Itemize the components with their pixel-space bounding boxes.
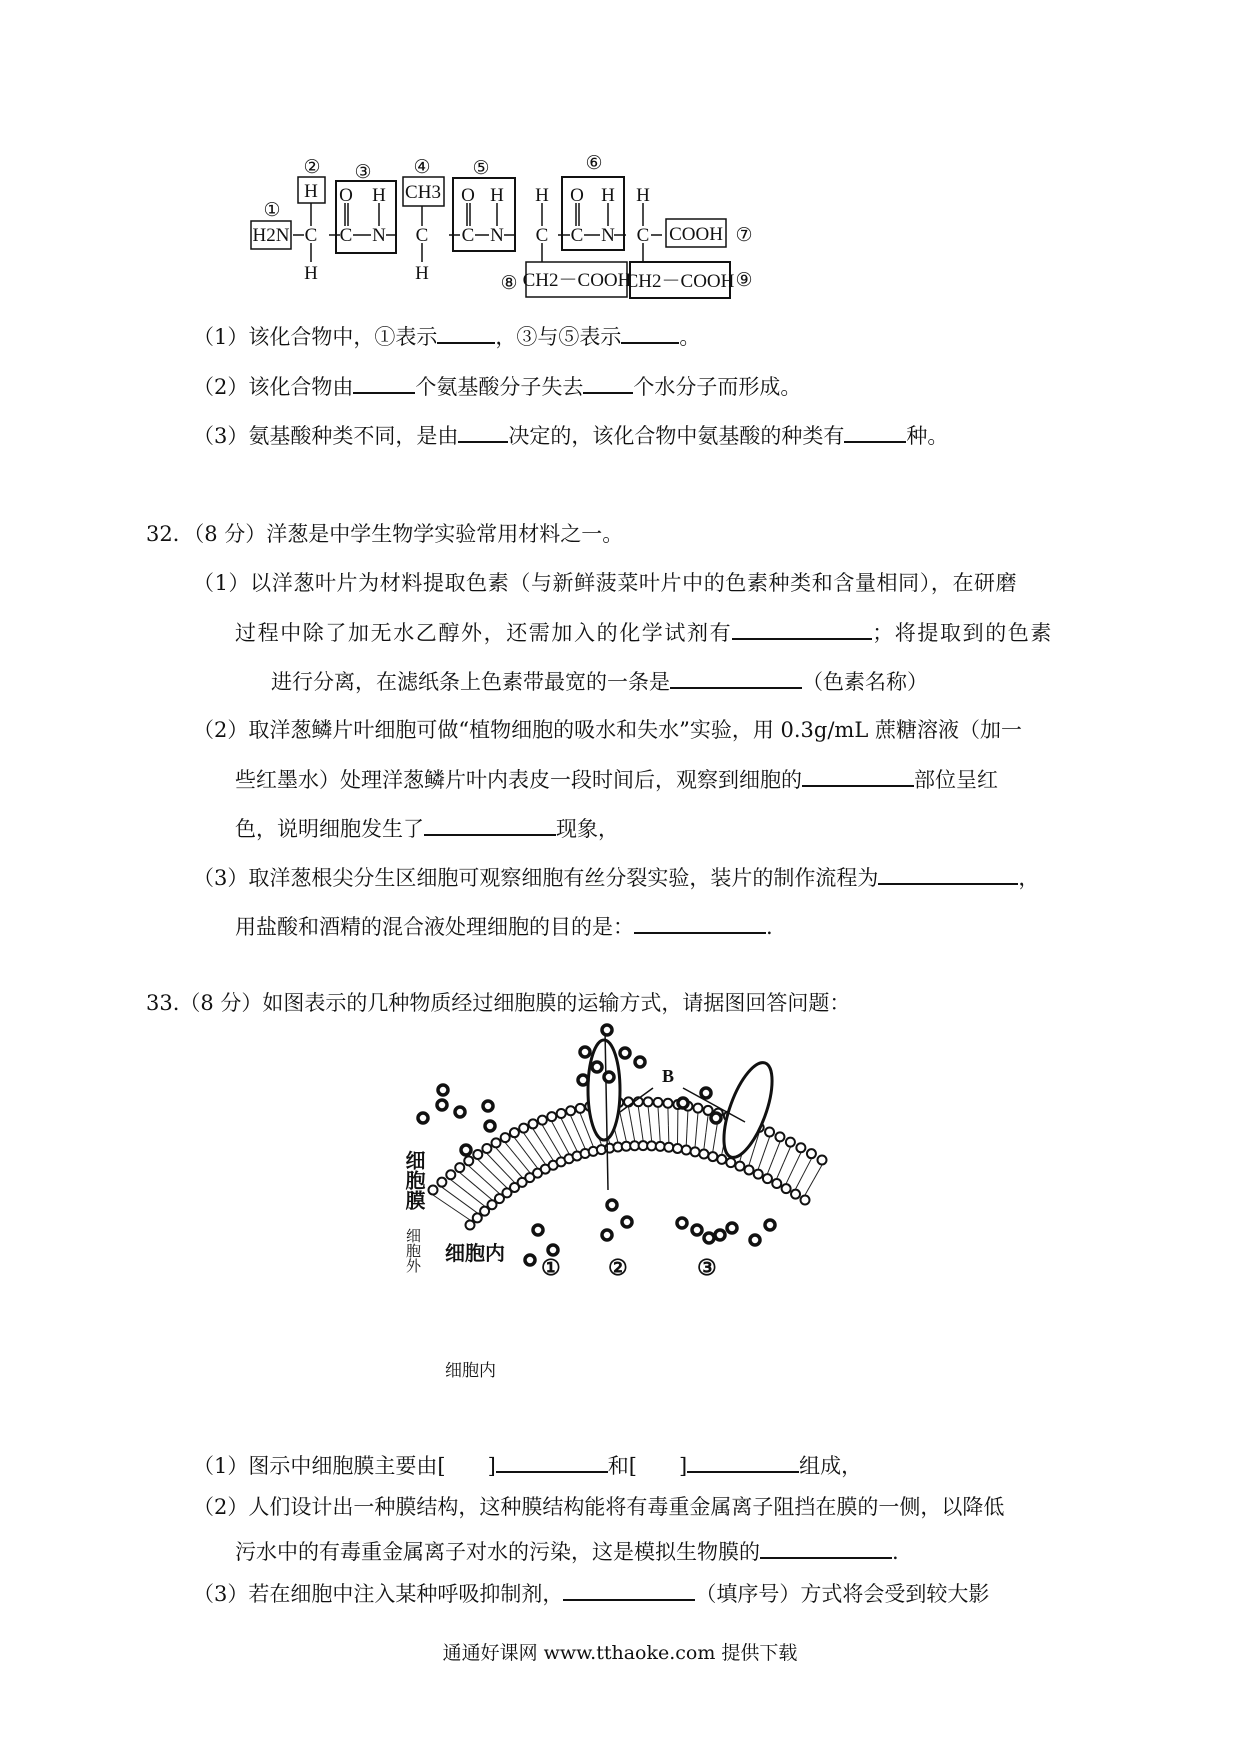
molecule-dot [455,1107,465,1117]
atom-o: O [461,185,475,206]
atom-c: C [304,225,318,246]
phospholipid-head [699,1150,708,1159]
phospholipid-head [656,1142,665,1151]
text: 。 [679,325,701,349]
text: （色素名称） [802,670,928,694]
text: 色，说明细胞发生了 [235,817,424,841]
label-outside: 细胞外 [404,1228,420,1273]
text: 组成， [799,1454,863,1478]
phospholipid-head [446,1170,455,1179]
lipid-tail [638,1107,640,1124]
phospholipid-head [754,1170,763,1179]
label-7: ⑦ [735,225,753,246]
lipid-tail [695,1130,696,1147]
phospholipid-head [796,1143,805,1152]
phospholipid-head [682,1145,691,1154]
answer-blank[interactable] [563,1579,695,1601]
lipid-tail [552,1122,561,1138]
cell-membrane-figure [0,1010,1240,1310]
molecule-dot [580,1047,590,1057]
phospholipid-head [566,1106,575,1115]
phospholipid-head [693,1104,702,1113]
answer-blank[interactable] [732,618,872,640]
label-8: ⑧ [500,273,518,294]
phospholipid-head [772,1179,781,1188]
text: 些红墨水）处理洋葱鳞片叶内表皮一段时间后，观察到细胞的 [235,768,802,792]
molecule-dot [602,1025,612,1035]
phospholipid-head [492,1138,501,1147]
lipid-tail [794,1153,801,1168]
lipid-tail [758,1153,764,1169]
molecule-dot [678,1098,688,1108]
phospholipid-head [801,1196,810,1205]
atom-h: H [304,181,318,202]
phospholipid-head [501,1133,510,1142]
atom-h: H [601,185,615,206]
lipid-tail [484,1180,499,1194]
molecule-dot [604,1072,614,1082]
molecule-dot [602,1230,612,1240]
phospholipid-head [473,1150,482,1159]
molecule-dot [592,1062,602,1072]
q31-part3 [193,421,948,450]
lipid-tail [505,1143,517,1158]
lipid-tail [460,1200,478,1213]
phospholipid-head [576,1104,585,1113]
lipid-tail [492,1174,507,1188]
lipid-tail [697,1113,698,1130]
answer-blank[interactable] [760,1537,892,1559]
lipid-tail [468,1193,485,1206]
answer-blank[interactable] [424,814,556,836]
atom-c: C [461,225,475,246]
molecule-dot [485,1121,495,1131]
lipid-tail [478,1160,493,1174]
lipid-tail [518,1158,530,1173]
label-6: ⑥ [585,153,603,174]
lipid-tail [542,1125,551,1141]
text: ；将提取到的色素 [872,621,1054,645]
text: ， [1018,866,1040,890]
phospholipid-head [673,1144,682,1153]
text: （1）图示中细胞膜主要由[ [193,1454,446,1478]
text: （3）取洋葱根尖分生区细胞可观察细胞有丝分裂实验，装片的制作流程为 [193,866,879,890]
atom-h: H [490,185,504,206]
lipid-tail [476,1186,492,1200]
lipid-tail [650,1124,652,1141]
answer-blank[interactable] [844,421,906,443]
phospholipid-head [691,1147,700,1156]
q32-p2-line2 [235,765,998,794]
phospholipid-head [437,1178,446,1187]
atom-h2n: H2N [252,225,290,246]
lipid-tail [796,1174,804,1189]
phospholipid-head [765,1128,774,1137]
phospholipid-head [644,1097,653,1106]
phospholipid-head [528,1119,537,1128]
lipid-tail [687,1111,688,1128]
q33-part3 [193,1579,989,1608]
atom-n: N [601,225,615,246]
q33-part1 [193,1451,862,1480]
text: ，③与⑤表示 [495,325,622,349]
molecule-dot [711,1113,721,1123]
lipid-tail [552,1141,561,1157]
atom-c: C [339,225,353,246]
text: （1）该化合物中，①表示 [193,325,438,349]
lipid-tail [460,1173,476,1187]
atom-c: C [415,225,429,246]
lipid-tail [658,1107,659,1124]
phospholipid-head [745,1165,754,1174]
text: ] [487,1454,496,1478]
lipid-tail [623,1124,627,1141]
molecule-dot [525,1255,535,1265]
text: （填序号）方式将会受到较大影 [695,1582,990,1606]
molecule-dot [677,1218,687,1228]
label-route-2: ② [608,1255,628,1280]
molecule-dot [437,1100,447,1110]
phospholipid-head [735,1162,744,1171]
lipid-tail [496,1148,509,1163]
lipid-tail [524,1133,535,1148]
molecule-dot [701,1088,711,1098]
q33-title: 33.（8 分）如图表示的几种物质经过细胞膜的运输方式，请据图回答问题： [146,991,851,1015]
phospholipid-head [782,1184,791,1193]
molecule-dot [635,1057,645,1067]
lipid-tail [535,1149,546,1164]
molecule-dot [620,1048,630,1058]
lipid-tail [628,1107,631,1124]
lipid-tail [704,1132,706,1149]
label-1: ① [263,200,281,221]
atom-n: N [372,225,386,246]
lipid-tail [501,1168,515,1182]
lipid-tail [648,1107,650,1124]
q32-p1-line2 [235,618,1053,647]
molecule-dot [533,1225,543,1235]
lipid-tail [580,1113,587,1130]
q32-title: 32．（8 分）洋葱是中学生物学实验常用材料之一。 [146,522,624,546]
text: （2）该化合物由 [193,375,354,399]
figure-caption: 细胞内 [445,1361,496,1381]
label-5: ⑤ [472,158,490,179]
q32-p1-line1: （1）以洋葱叶片为材料提取色素（与新鲜菠菜叶片中的色素种类和含量相同），在研磨 [193,571,1018,595]
phospholipid-head [510,1128,519,1137]
phospholipid-head [786,1138,795,1147]
q32-p3-line2 [235,912,773,941]
text: 现象， [556,817,619,841]
lipid-tail [767,1158,773,1174]
answer-blank[interactable] [687,1451,799,1473]
atom-c: C [636,225,650,246]
molecule-dot [704,1233,714,1243]
lipid-tail [764,1137,770,1153]
lipid-tail [569,1135,577,1151]
lipid-tail [514,1138,526,1153]
molecule-dot [483,1101,493,1111]
lipid-tail [509,1163,522,1178]
phospholipid-head [464,1156,473,1165]
lipid-tail [632,1124,635,1141]
phospholipid-head [654,1098,663,1107]
footer-watermark: 通通好课网 www.tthaoke.com 提供下载 [442,1642,798,1664]
text: . [766,915,773,939]
lipid-tail [659,1124,660,1141]
atom-o: O [339,185,353,206]
q32-p2-line1: （2）取洋葱鳞片叶细胞可做“植物细胞的吸水和失水”实验，用 0.3g/mL 蔗糖溶液（加一 [193,718,1022,742]
lipid-tail [686,1128,687,1145]
lipid-tail [814,1165,823,1180]
phospholipid-head [708,1152,717,1161]
molecule-dot [578,1075,588,1085]
lipid-tail [469,1166,484,1180]
text: ] [678,1454,688,1478]
atom-ch2cooh: CH2－COOH [625,271,735,292]
molecule-dot [461,1145,471,1155]
atom-h: H [636,185,650,206]
atom-c: C [535,225,549,246]
molecule-dot [418,1113,428,1123]
q32-p2-line3 [235,814,619,843]
lipid-tail [561,1119,569,1135]
label-b: B [662,1066,675,1086]
phospholipid-head [547,1112,556,1121]
lipid-tail [578,1132,585,1148]
lipid-tail [774,1142,780,1158]
lipid-tail [805,1180,814,1195]
lipid-tail [560,1138,569,1154]
phospholipid-head [818,1156,827,1165]
lipid-tail [706,1115,708,1132]
text: 用盐酸和酒精的混合液处理细胞的目的是： [235,915,634,939]
molecule-dot [622,1217,632,1227]
molecule-dot [548,1245,558,1255]
lipid-tail [451,1180,468,1193]
q32-p1-line3 [271,667,928,696]
phospholipid-head [482,1144,491,1153]
phospholipid-head [663,1099,672,1108]
lipid-tail [571,1116,578,1132]
label-inside: 细胞内 [445,1243,505,1265]
lipid-tail [713,1135,716,1152]
atom-ch3: CH3 [405,182,441,203]
answer-blank[interactable] [458,421,508,443]
phospholipid-head [763,1174,772,1183]
q33-part2-line1: （2）人们设计出一种膜结构，这种膜结构能将有毒重金属离子阻挡在膜的一侧，以降低 [193,1495,1005,1519]
text: 个水分子而形成。 [633,375,802,399]
lipid-tail [784,1147,791,1163]
answer-blank[interactable] [670,667,802,689]
answer-blank[interactable] [496,1451,608,1473]
atom-o: O [570,185,584,206]
label-route-1: ① [541,1255,561,1280]
text: 决定的，该化合物中氨基酸的种类有 [508,424,845,448]
peptide-formula [0,0,1240,320]
q31-part2 [193,372,801,401]
atom-h: H [304,263,318,284]
label-membrane: 细胞膜 [402,1150,424,1210]
lipid-tail [543,1145,553,1161]
phospholipid-head [455,1163,464,1172]
answer-blank[interactable] [634,912,766,934]
atom-ch2cooh: CH2－COOH [522,270,632,291]
text: 污水中的有毒重金属离子对水的污染，这是模拟生物膜的 [235,1540,760,1564]
phospholipid-head [473,1213,482,1222]
lipid-tail [452,1208,471,1221]
q31-part1 [193,322,700,351]
q33-part2-line2 [235,1537,899,1566]
label-2: ② [303,157,321,178]
phospholipid-head [466,1221,475,1230]
q32-p3-line1 [193,863,1039,892]
atom-cooh: COOH [669,224,723,245]
text: 个氨基酸分子失去 [415,375,584,399]
label-3: ③ [354,162,372,183]
phospholipid-head [726,1158,735,1167]
phospholipid-head [429,1186,438,1195]
phospholipid-head [775,1132,784,1141]
answer-blank[interactable] [878,863,1018,885]
molecule-dot [727,1223,737,1233]
lipid-tail [526,1153,538,1168]
lipid-tail [749,1149,754,1165]
lipid-tail [803,1159,811,1174]
atom-c: C [570,225,584,246]
lipid-tail [641,1124,643,1141]
text: 进行分离，在滤纸条上色素带最宽的一条是 [271,670,670,694]
molecule-dot [715,1230,725,1240]
text: （3）若在细胞中注入某种呼吸抑制剂， [193,1582,564,1606]
answer-blank[interactable] [437,322,495,344]
lipid-tail [533,1129,543,1145]
channel-protein [588,1040,620,1140]
atom-h: H [415,263,429,284]
phospholipid-head [791,1190,800,1199]
phospholipid-head [717,1155,726,1164]
text: . [892,1540,899,1564]
text: 和[ [607,1454,637,1478]
label-9: ⑨ [735,270,753,291]
molecule-dot [438,1085,448,1095]
phospholipid-head [807,1149,816,1158]
label-4: ④ [413,157,431,178]
text: （3）氨基酸种类不同，是由 [193,424,459,448]
molecule-dot [607,1200,617,1210]
molecule-dot [765,1220,775,1230]
phospholipid-head [519,1124,528,1133]
atom-h: H [535,185,549,206]
lipid-tail [777,1163,784,1179]
answer-blank[interactable] [621,322,679,344]
lipid-tail [487,1154,501,1168]
lipid-tail [433,1195,452,1208]
answer-blank[interactable] [353,372,415,394]
text: 种。 [906,424,949,448]
lipid-tail [786,1168,793,1183]
answer-blank[interactable] [583,372,633,394]
label-route-3: ③ [697,1255,717,1280]
text: 部位呈红 [914,768,998,792]
phospholipid-head [557,1109,566,1118]
atom-n: N [490,225,504,246]
lipid-tail [442,1187,460,1200]
text: 过程中除了加无水乙醇外，还需加入的化学试剂有 [235,621,733,645]
answer-blank[interactable] [802,765,914,787]
atom-h: H [372,185,386,206]
molecule-dot [692,1225,702,1235]
phospholipid-head [538,1116,547,1125]
lipid-tail [587,1130,594,1147]
phospholipid-head [664,1143,673,1152]
molecule-dot [750,1235,760,1245]
